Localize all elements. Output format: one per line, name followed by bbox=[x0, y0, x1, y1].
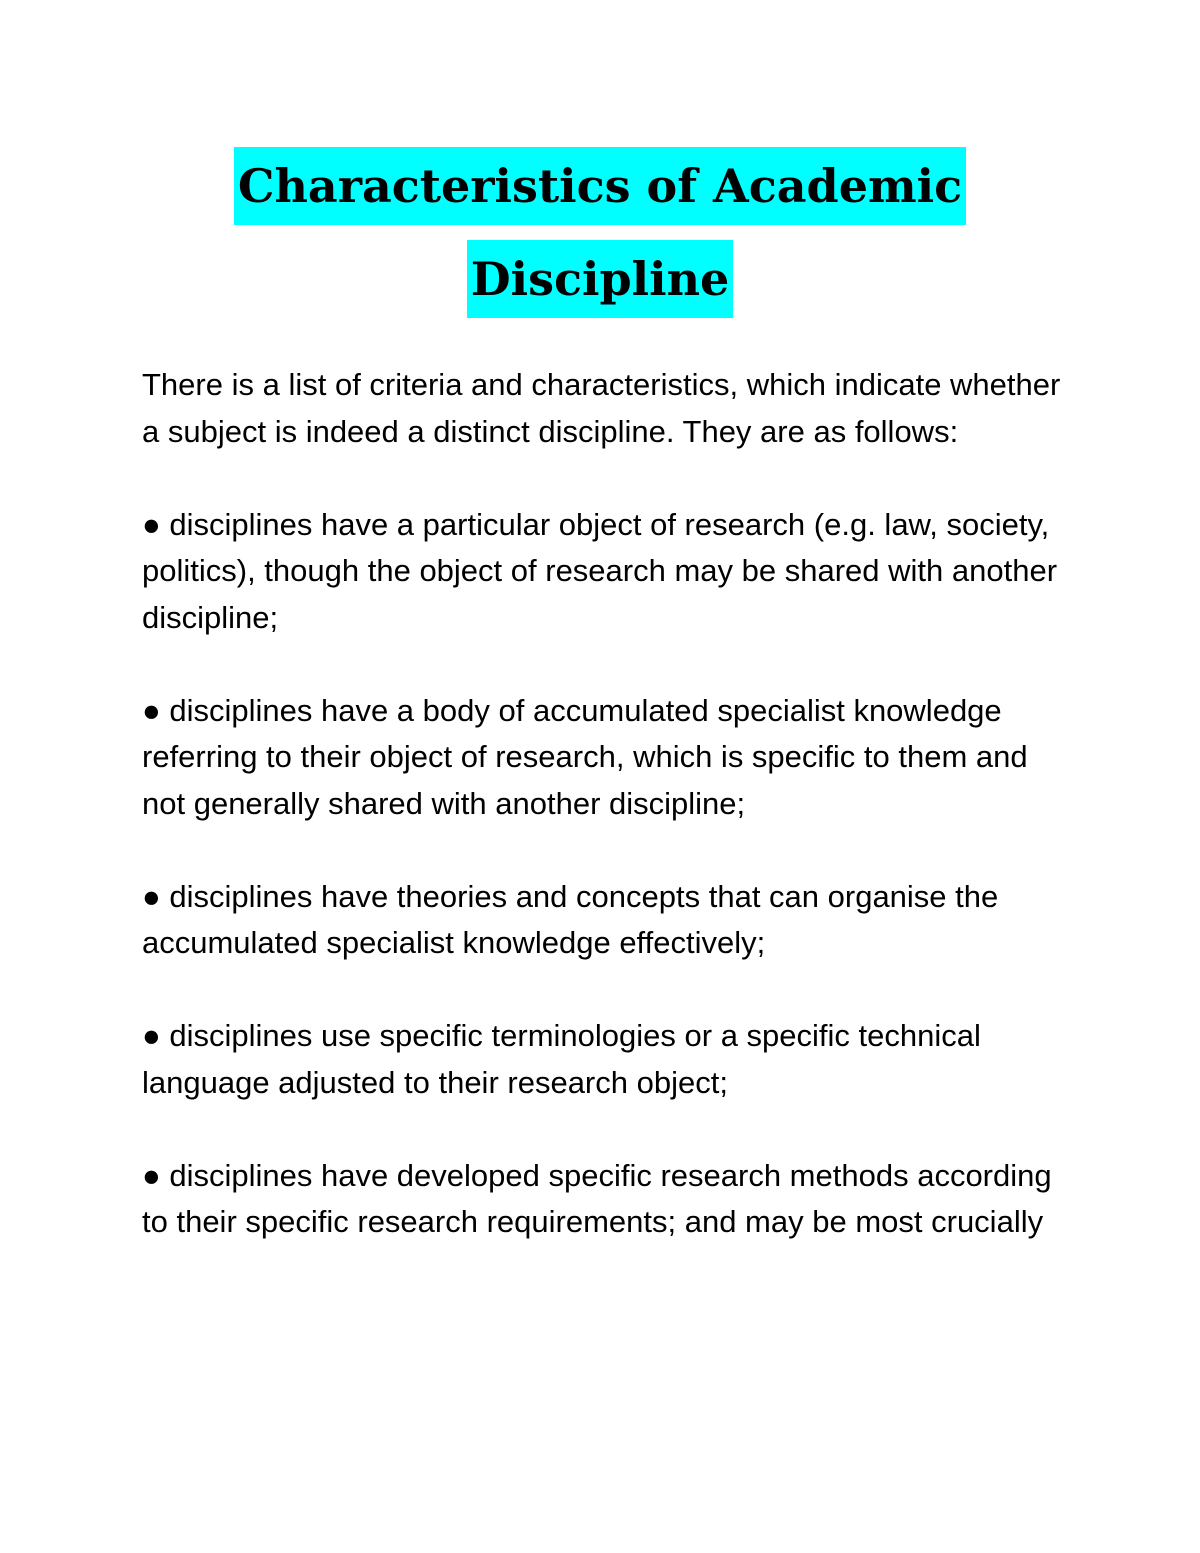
bullet-item-4: ● disciplines use specific terminologies or a specific technical language adjusted to their research object; bbox=[142, 1018, 981, 1100]
title-line-1: Characteristics of Academic bbox=[234, 147, 966, 225]
document-body bbox=[142, 362, 1072, 1292]
bullet-item-5: ● disciplines have developed specific research methods according to their specific research requirements; and may be most crucially bbox=[142, 1157, 1052, 1239]
bullet-item-1: ● disciplines have a particular object of research (e.g. law, society, politics), though the object of research may be shared with another discipline; bbox=[142, 506, 1058, 635]
bullet-item-2: ● disciplines have a body of accumulated specialist knowledge referring to their object of research, which is specific to them and not generally shared with another discipline; bbox=[142, 692, 1028, 821]
bullet-item-3: ● disciplines have theories and concepts that can organise the accumulated specialist knowledge effectively; bbox=[142, 878, 999, 960]
title-line-2: Discipline bbox=[467, 240, 734, 318]
document-title bbox=[0, 142, 1200, 328]
intro-paragraph: There is a list of criteria and characteristics, which indicate whether a subject is indeed a distinct discipline. They are as follows: bbox=[142, 367, 1061, 449]
